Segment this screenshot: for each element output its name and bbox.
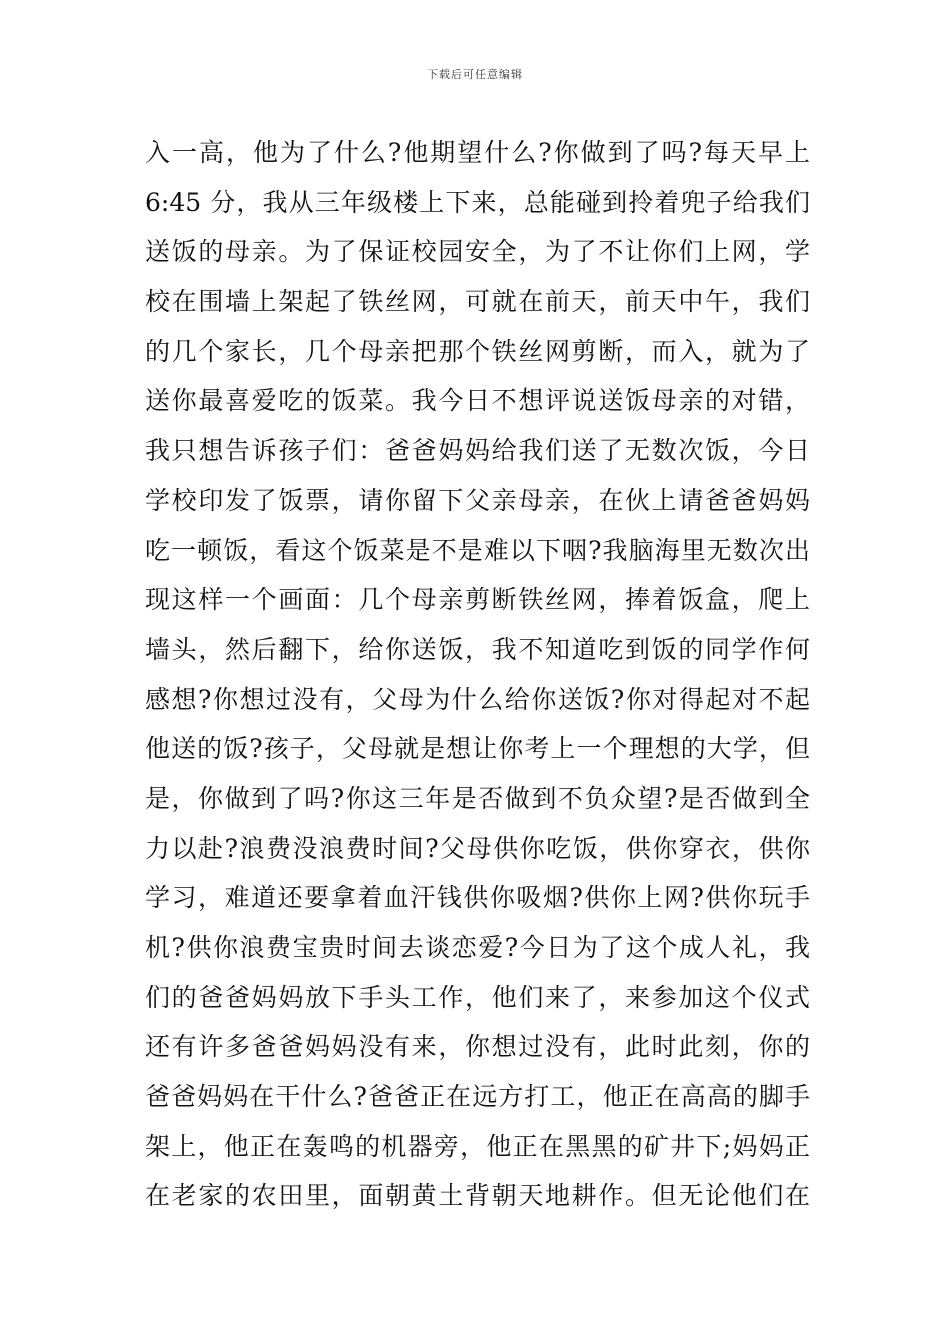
body-text — [145, 128, 810, 1221]
text-line: 是，你做到了吗?你这三年是否做到不负众望?是否做到全 — [145, 783, 810, 813]
text-line: 的几个家长，几个母亲把那个铁丝网剪断，而入，就为了 — [145, 336, 810, 366]
text-line: 墙头，然后翻下，给你送饭，我不知道吃到饭的同学作何 — [145, 634, 810, 664]
text-line: 机?供你浪费宝贵时间去谈恋爱?今日为了这个成人礼，我 — [145, 933, 810, 962]
text-line: 6:45 分，我从三年级楼上下来，总能碰到拎着兜子给我们 — [145, 187, 810, 217]
text-line: 爸爸妈妈在干什么?爸爸正在远方打工，他正在高高的脚手 — [145, 1082, 810, 1112]
text-line: 感想?你想过没有，父母为什么给你送饭?你对得起对不起 — [145, 684, 810, 714]
text-line: 送你最喜爱吃的饭菜。我今日不想评说送饭母亲的对错， — [145, 386, 810, 416]
text-line: 学习，难道还要拿着血汗钱供你吸烟?供你上网?供你玩手 — [145, 883, 810, 913]
text-line: 他送的饭?孩子，父母就是想让你考上一个理想的大学，但 — [145, 734, 810, 764]
text-line: 学校印发了饭票，请你留下父亲母亲，在伙上请爸爸妈妈 — [145, 485, 810, 515]
text-line: 我只想告诉孩子们：爸爸妈妈给我们送了无数次饭，今日 — [145, 436, 810, 466]
text-line: 吃一顿饭，看这个饭菜是不是难以下咽?我脑海里无数次出 — [145, 535, 810, 565]
text-line: 们的爸爸妈妈放下手头工作，他们来了，来参加这个仪式 — [145, 982, 810, 1012]
text-line: 力以赴?浪费没浪费时间?父母供你吃饭，供你穿衣，供你 — [145, 833, 810, 863]
text-line: 送饭的母亲。为了保证校园安全，为了不让你们上网，学 — [145, 237, 810, 267]
header-note: 下载后可任意编辑 — [427, 68, 523, 81]
text-line: 还有许多爸爸妈妈没有来，你想过没有，此时此刻，你的 — [145, 1032, 810, 1062]
text-line: 现这样一个画面：几个母亲剪断铁丝网，捧着饭盒，爬上 — [145, 585, 810, 615]
text-line: 校在围墙上架起了铁丝网，可就在前天，前天中午，我们 — [145, 287, 810, 317]
text-line: 在老家的农田里，面朝黄土背朝天地耕作。但无论他们在 — [145, 1181, 810, 1211]
text-line: 入一高，他为了什么?他期望什么?你做到了吗?每天早上 — [145, 138, 810, 167]
text-line: 架上，他正在轰鸣的机器旁，他正在黑黑的矿井下;妈妈正 — [145, 1131, 810, 1161]
